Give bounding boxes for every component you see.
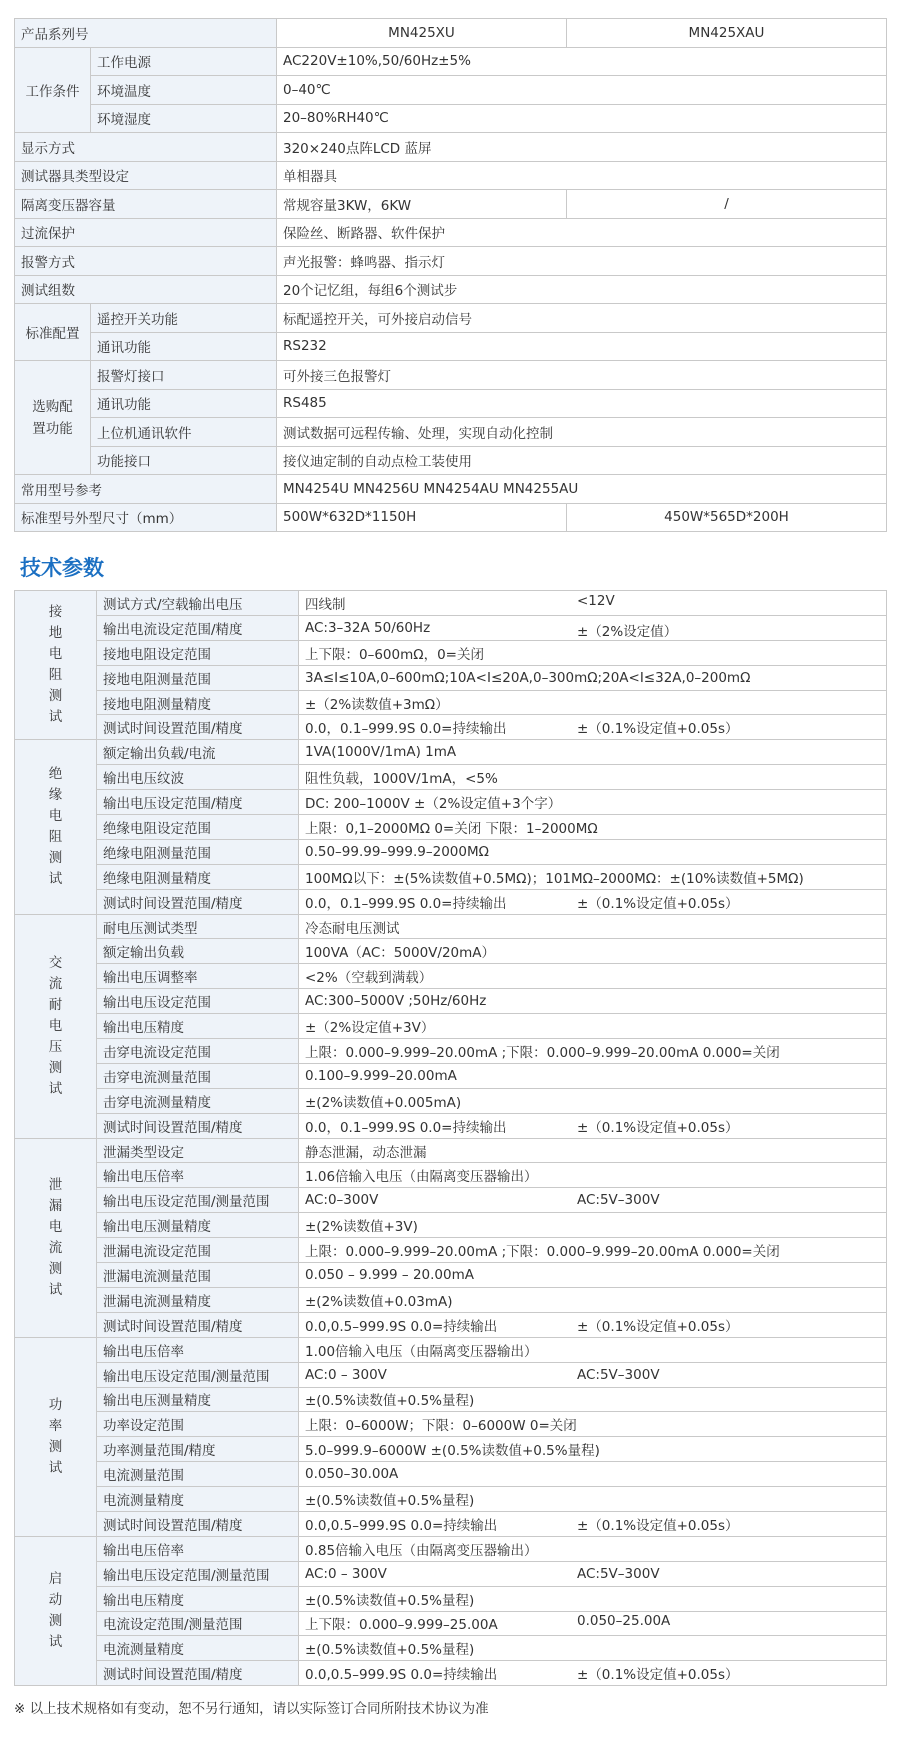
transformer-label: 隔离变压器容量 [15, 190, 277, 219]
work-row-value: AC220V±10%,50/60Hz±5% [277, 47, 887, 76]
models-ref-label: 常用型号参考 [15, 475, 277, 504]
tech-param-label: 输出电压精度 [97, 1586, 299, 1611]
tech-params-title: 技术参数 [20, 556, 104, 580]
tech-row [15, 715, 887, 740]
tech-param-label: 电流测量精度 [97, 1487, 299, 1512]
tech-param-value: DC: 200–1000V ±（2%设定值+3个字） [305, 796, 562, 813]
std-group-label: 标准配置 [15, 304, 91, 361]
tech-param-value: AC:0–300V [305, 1192, 379, 1209]
tech-param-label: 击穿电流测量精度 [97, 1088, 299, 1113]
opt-row-value: 接仪迪定制的自动点检工装使用 [277, 446, 887, 475]
tech-param-value-cell [299, 1163, 887, 1188]
tech-row [15, 1238, 887, 1263]
tech-row [15, 914, 887, 939]
tech-param-value-cell [299, 1063, 887, 1088]
tech-row [15, 1536, 887, 1561]
tech-param-value-cell [299, 989, 887, 1014]
tech-param-value: <2%（空载到满载） [305, 970, 433, 987]
tech-param-label: 输出电压设定范围/测量范围 [97, 1561, 299, 1586]
tech-section-label: 绝 缘 电 阻 测 试 [15, 740, 97, 914]
tech-param-value-cell [299, 1113, 887, 1138]
tech-param-label: 输出电压倍率 [97, 1163, 299, 1188]
tech-param-value-cell [299, 1263, 887, 1288]
tech-param-value-cell [299, 864, 887, 889]
tech-row [15, 964, 887, 989]
tech-param-value: AC:0 – 300V [305, 1565, 387, 1582]
tech-param-value: 0.0,0.5–999.9S 0.0=持续输出 [305, 1318, 498, 1335]
tech-param-value-secondary: AC:5V–300V [577, 1565, 660, 1582]
tech-param-value-cell [299, 1636, 887, 1661]
tech-param-value: 0.50–99.99–999.9–2000MΩ [305, 843, 489, 860]
tech-row [15, 765, 887, 790]
tech-param-label: 泄漏电流设定范围 [97, 1238, 299, 1263]
tech-param-value: ±(0.5%读数值+0.5%量程) [305, 1592, 475, 1609]
tech-param-value: 1.06倍输入电压（由隔离变压器输出） [305, 1169, 538, 1186]
tech-param-label: 击穿电流设定范围 [97, 1039, 299, 1064]
groups-label: 测试组数 [15, 275, 277, 304]
tech-param-value-cell [299, 1188, 887, 1213]
tech-param-value: 上限：0–6000W；下限：0–6000W 0=关闭 [305, 1418, 577, 1435]
tech-param-value-cell [299, 1312, 887, 1337]
tech-section-label: 功 率 测 试 [15, 1337, 97, 1536]
work-row-label: 环境温度 [91, 76, 277, 105]
tech-param-value-cell [299, 1014, 887, 1039]
tech-param-value: 0.0,0.5–999.9S 0.0=持续输出 [305, 1517, 498, 1534]
opt-row-value: 测试数据可远程传输、处理，实现自动化控制 [277, 418, 887, 447]
tech-param-label: 输出电流设定范围/精度 [97, 615, 299, 640]
alarm-value: 声光报警：蜂鸣器、指示灯 [277, 247, 887, 276]
tech-param-value: 上下限：0.000–9.999–25.00A [305, 1617, 498, 1634]
tech-row [15, 1287, 887, 1312]
tech-param-value: 四线制 [305, 596, 346, 613]
tech-param-value: 3A≤I≤10A,0–600mΩ;10A<I≤20A,0–300mΩ;20A<I≤32A,0–200mΩ [305, 669, 751, 686]
tech-param-value: 0.0，0.1–999.9S 0.0=持续输出 [305, 895, 507, 912]
tech-param-value-cell [299, 1586, 887, 1611]
std-row-value: 标配遥控开关，可外接启动信号 [277, 304, 887, 333]
tech-row [15, 690, 887, 715]
tech-param-value-secondary: AC:5V–300V [577, 1366, 660, 1383]
tech-param-label: 绝缘电阻测量范围 [97, 839, 299, 864]
tech-row [15, 1412, 887, 1437]
tech-row [15, 1113, 887, 1138]
tech-row [15, 1661, 887, 1686]
tech-row [15, 889, 887, 914]
tech-param-value-cell [299, 690, 887, 715]
tech-param-value-cell [299, 1462, 887, 1487]
tech-param-label: 接地电阻测量精度 [97, 690, 299, 715]
tech-row [15, 640, 887, 665]
tech-param-value-cell [299, 740, 887, 765]
std-row-label: 遥控开关功能 [91, 304, 277, 333]
tech-param-value: 0.0,0.5–999.9S 0.0=持续输出 [305, 1667, 498, 1684]
tech-param-label: 耐电压测试类型 [97, 914, 299, 939]
tech-param-value: AC:0 – 300V [305, 1366, 387, 1383]
tech-param-value-cell [299, 815, 887, 840]
tech-param-value: 阻性负载，1000V/1mA，<5% [305, 771, 498, 788]
tech-param-value: 0.050 – 9.999 – 20.00mA [305, 1266, 474, 1283]
tech-param-value-cell [299, 1487, 887, 1512]
tech-param-value: 100VA（AC：5000V/20mA） [305, 945, 496, 962]
tech-row [15, 1561, 887, 1586]
tech-param-label: 击穿电流测量范围 [97, 1063, 299, 1088]
tech-param-label: 输出电压设定范围/测量范围 [97, 1362, 299, 1387]
tech-param-value: 0.0，0.1–999.9S 0.0=持续输出 [305, 1119, 507, 1136]
tech-param-value: 上限：0.000–9.999–20.00mA ;下限：0.000–9.999–20.00mA 0.000=关闭 [305, 1244, 780, 1261]
dimensions-value-a: 500W*632D*1150H [277, 503, 567, 532]
tech-param-value-cell [299, 1437, 887, 1462]
tech-param-value-cell [299, 939, 887, 964]
tech-table [14, 590, 887, 1686]
tech-param-value-secondary: ±（0.1%设定值+0.05s） [577, 1119, 739, 1136]
tech-param-value-secondary: ±（0.1%设定值+0.05s） [577, 895, 739, 912]
tech-param-value: 0.85倍输入电压（由隔离变压器输出） [305, 1542, 538, 1559]
tech-param-value-cell [299, 1287, 887, 1312]
models-ref-value: MN4254U MN4256U MN4254AU MN4255AU [277, 475, 887, 504]
spec-table [14, 18, 887, 532]
tech-param-label: 额定输出负载 [97, 939, 299, 964]
groups-value: 20个记忆组，每组6个测试步 [277, 275, 887, 304]
opt-row-value: 可外接三色报警灯 [277, 361, 887, 390]
tech-param-label: 测试方式/空载输出电压 [97, 591, 299, 616]
tech-param-label: 输出电压测量精度 [97, 1213, 299, 1238]
tech-param-value-cell [299, 1238, 887, 1263]
std-row-value: RS232 [277, 332, 887, 361]
tech-param-value-cell [299, 765, 887, 790]
tech-param-value-cell [299, 1138, 887, 1163]
tech-row [15, 1337, 887, 1362]
tech-param-label: 测试时间设置范围/精度 [97, 1113, 299, 1138]
tech-param-value-cell [299, 591, 887, 616]
tech-row [15, 1088, 887, 1113]
tech-param-label: 电流设定范围/测量范围 [97, 1611, 299, 1636]
opt-row-value: RS485 [277, 389, 887, 418]
tech-row [15, 1163, 887, 1188]
fixture-value: 单相器具 [277, 161, 887, 190]
footnote: ※ 以上技术规格如有变动，恕不另行通知，请以实际签订合同所附技术协议为准 [14, 1701, 489, 1717]
tech-param-label: 测试时间设置范围/精度 [97, 1511, 299, 1536]
tech-param-value-secondary: ±（0.1%设定值+0.05s） [577, 1517, 739, 1534]
tech-row [15, 1586, 887, 1611]
tech-param-label: 接地电阻测量范围 [97, 665, 299, 690]
tech-row [15, 939, 887, 964]
tech-row [15, 1362, 887, 1387]
tech-row [15, 1188, 887, 1213]
tech-param-value-cell [299, 715, 887, 740]
opt-row-label: 上位机通讯软件 [91, 418, 277, 447]
tech-row [15, 790, 887, 815]
tech-param-value-secondary: ±（0.1%设定值+0.05s） [577, 1667, 739, 1684]
tech-param-value: 冷态耐电压测试 [305, 920, 400, 937]
tech-param-value: ±(0.5%读数值+0.5%量程) [305, 1493, 475, 1509]
tech-param-label: 功率设定范围 [97, 1412, 299, 1437]
tech-row [15, 1213, 887, 1238]
tech-param-value: ±(2%读数值+0.03mA) [305, 1293, 453, 1310]
tech-param-value-cell [299, 790, 887, 815]
tech-param-value-cell [299, 1511, 887, 1536]
tech-param-value-cell [299, 839, 887, 864]
tech-row [15, 591, 887, 616]
tech-param-value: 上限：0,1–2000MΩ 0=关闭 下限：1–2000MΩ [305, 820, 598, 837]
opt-group-label: 选购配置功能 [15, 361, 91, 475]
tech-param-value-cell [299, 1611, 887, 1636]
model-a: MN425XU [277, 19, 567, 48]
dimensions-value-b: 450W*565D*200H [567, 503, 887, 532]
tech-param-value: ±(0.5%读数值+0.5%量程) [305, 1393, 475, 1410]
tech-row [15, 740, 887, 765]
tech-section-label: 启 动 测 试 [15, 1536, 97, 1685]
tech-param-label: 测试时间设置范围/精度 [97, 889, 299, 914]
tech-param-value-cell [299, 1536, 887, 1561]
overcurrent-value: 保险丝、断路器、软件保护 [277, 218, 887, 247]
tech-param-value-cell [299, 1561, 887, 1586]
work-group-label: 工作条件 [15, 47, 91, 133]
tech-param-label: 输出电压倍率 [97, 1337, 299, 1362]
work-row-label: 工作电源 [91, 47, 277, 76]
tech-param-value-cell [299, 1412, 887, 1437]
tech-param-label: 输出电压设定范围/精度 [97, 790, 299, 815]
tech-param-label: 输出电压调整率 [97, 964, 299, 989]
tech-param-label: 输出电压倍率 [97, 1536, 299, 1561]
tech-row [15, 1511, 887, 1536]
opt-row-label: 通讯功能 [91, 389, 277, 418]
tech-row [15, 815, 887, 840]
tech-param-value-cell [299, 914, 887, 939]
model-b: MN425XAU [567, 19, 887, 48]
tech-param-label: 测试时间设置范围/精度 [97, 715, 299, 740]
transformer-value: 常规容量3KW，6KW [277, 190, 567, 219]
tech-param-value-cell [299, 615, 887, 640]
tech-param-label: 功率测量范围/精度 [97, 1437, 299, 1462]
series-label: 产品系列号 [15, 19, 277, 48]
tech-param-value: ±(2%读数值+3V) [305, 1219, 418, 1236]
tech-param-value-cell [299, 665, 887, 690]
std-row-label: 通讯功能 [91, 332, 277, 361]
tech-param-label: 泄漏电流测量精度 [97, 1287, 299, 1312]
tech-section-label: 接 地 电 阻 测 试 [15, 591, 97, 740]
tech-param-value-cell [299, 1362, 887, 1387]
tech-row [15, 989, 887, 1014]
tech-param-value-cell [299, 889, 887, 914]
tech-param-value-cell [299, 1088, 887, 1113]
dimensions-label: 标准型号外型尺寸（mm） [15, 503, 277, 532]
tech-param-label: 接地电阻设定范围 [97, 640, 299, 665]
tech-row [15, 1437, 887, 1462]
tech-param-value: 1VA(1000V/1mA) 1mA [305, 744, 457, 761]
tech-param-value: 上下限：0–600mΩ，0=关闭 [305, 646, 484, 663]
display-value: 320×240点阵LCD 蓝屏 [277, 133, 887, 162]
fixture-label: 测试器具类型设定 [15, 161, 277, 190]
tech-param-value: ±(0.5%读数值+0.5%量程) [305, 1642, 475, 1659]
tech-row [15, 615, 887, 640]
tech-param-value: 100MΩ以下：±(5%读数值+0.5MΩ)；101MΩ–2000MΩ：±(10%读数值+5MΩ) [305, 870, 804, 887]
tech-param-value: 0.0，0.1–999.9S 0.0=持续输出 [305, 721, 507, 738]
tech-param-label: 电流测量范围 [97, 1462, 299, 1487]
display-label: 显示方式 [15, 133, 277, 162]
tech-param-value-cell [299, 1213, 887, 1238]
opt-row-label: 功能接口 [91, 446, 277, 475]
tech-param-value: 1.00倍输入电压（由隔离变压器输出） [305, 1343, 538, 1360]
tech-param-value: AC:3–32A 50/60Hz [305, 619, 431, 636]
opt-row-label: 报警灯接口 [91, 361, 277, 390]
tech-param-value-cell [299, 1337, 887, 1362]
tech-param-value: 0.050–30.00A [305, 1466, 399, 1483]
work-row-label: 环境湿度 [91, 104, 277, 133]
tech-row [15, 1636, 887, 1661]
tech-param-value: AC:300–5000V ;50Hz/60Hz [305, 993, 487, 1010]
tech-param-label: 输出电压精度 [97, 1014, 299, 1039]
tech-param-value: 0.100–9.999–20.00mA [305, 1067, 457, 1084]
tech-section-label: 交 流 耐 电 压 测 试 [15, 914, 97, 1138]
tech-param-value-cell [299, 1387, 887, 1412]
tech-row [15, 839, 887, 864]
tech-param-value-secondary: ±（2%设定值） [577, 623, 678, 640]
tech-param-label: 泄漏电流测量范围 [97, 1263, 299, 1288]
tech-param-value: 上限：0.000–9.999–20.00mA ;下限：0.000–9.999–20.00mA 0.000=关闭 [305, 1044, 780, 1061]
overcurrent-label: 过流保护 [15, 218, 277, 247]
tech-row [15, 1387, 887, 1412]
tech-row [15, 1263, 887, 1288]
tech-row [15, 1014, 887, 1039]
tech-param-label: 输出电压纹波 [97, 765, 299, 790]
tech-row [15, 1487, 887, 1512]
tech-param-value: ±（2%设定值+3V） [305, 1020, 435, 1037]
tech-param-value-secondary: ±（0.1%设定值+0.05s） [577, 721, 739, 738]
tech-param-label: 额定输出负载/电流 [97, 740, 299, 765]
tech-param-label: 测试时间设置范围/精度 [97, 1661, 299, 1686]
tech-param-value-cell [299, 640, 887, 665]
tech-row [15, 1039, 887, 1064]
tech-param-value-secondary: 0.050–25.00A [577, 1613, 671, 1630]
spec-header-row [15, 19, 887, 48]
tech-row [15, 1312, 887, 1337]
tech-param-value-secondary: ±（0.1%设定值+0.05s） [577, 1318, 739, 1335]
tech-param-value: ±（2%读数值+3mΩ） [305, 696, 449, 713]
tech-section-label: 泄 漏 电 流 测 试 [15, 1138, 97, 1337]
tech-param-label: 泄漏类型设定 [97, 1138, 299, 1163]
tech-param-label: 测试时间设置范围/精度 [97, 1312, 299, 1337]
tech-row [15, 1611, 887, 1636]
tech-param-label: 电流测量精度 [97, 1636, 299, 1661]
tech-param-value-cell [299, 1039, 887, 1064]
tech-param-label: 绝缘电阻设定范围 [97, 815, 299, 840]
tech-param-label: 绝缘电阻测量精度 [97, 864, 299, 889]
tech-param-label: 输出电压设定范围 [97, 989, 299, 1014]
tech-param-value-secondary: <12V [577, 592, 615, 609]
tech-param-value: 静态泄漏，动态泄漏 [305, 1144, 427, 1161]
work-row-value: 0–40℃ [277, 76, 887, 105]
tech-row [15, 1462, 887, 1487]
alarm-label: 报警方式 [15, 247, 277, 276]
tech-row [15, 1063, 887, 1088]
tech-param-label: 输出电压设定范围/测量范围 [97, 1188, 299, 1213]
tech-param-value: 5.0–999.9–6000W ±(0.5%读数值+0.5%量程) [305, 1443, 600, 1460]
tech-param-value-cell [299, 964, 887, 989]
tech-row [15, 864, 887, 889]
tech-param-value-cell [299, 1661, 887, 1686]
tech-param-value: ±(2%读数值+0.005mA) [305, 1094, 462, 1111]
tech-row [15, 665, 887, 690]
tech-param-label: 输出电压测量精度 [97, 1387, 299, 1412]
work-row-value: 20–80%RH40℃ [277, 104, 887, 133]
tech-param-value-secondary: AC:5V–300V [577, 1192, 660, 1209]
tech-row [15, 1138, 887, 1163]
transformer-value-b: / [567, 190, 887, 219]
